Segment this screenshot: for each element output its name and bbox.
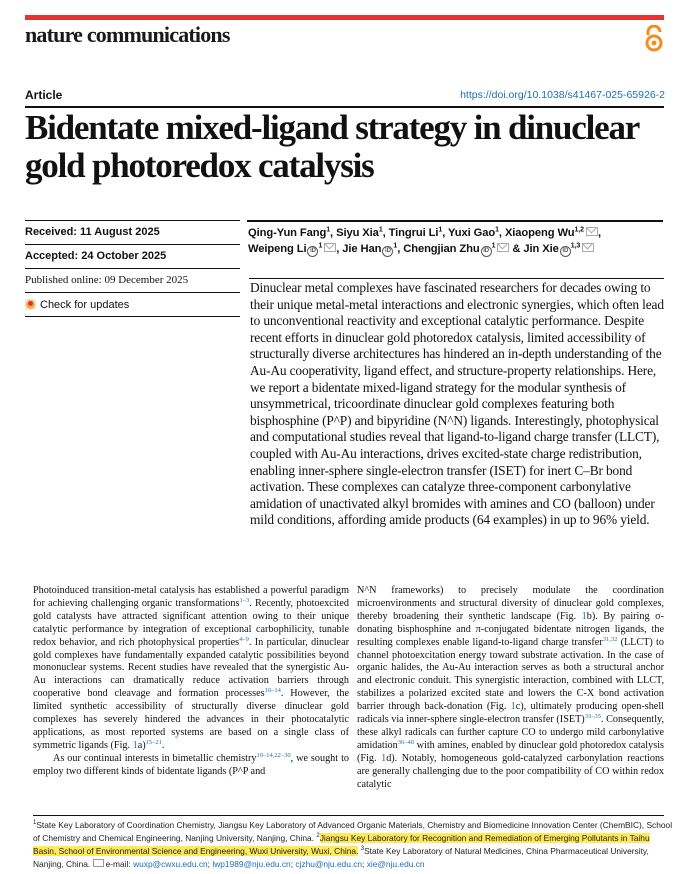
affiliation-number: 2 [316,833,320,840]
author-name[interactable]: Yuxi Gao [448,227,496,239]
body-text: Photoinduced transition-metal catalysis has established a powerful paradigm for achieving challenging organic transformations [33,585,349,609]
body-text: . However, the limited synthetic accessibility of structurally diverse dinuclear gold complexes has severely hindered the advances in their photocatalytic applications, as most reported systems are based on a single class of symmetric ligands (Fig. [33,688,349,751]
reference-link[interactable]: 15–21 [145,738,162,746]
published-date: Published online: 09 December 2025 [25,268,240,292]
abstract-rule [249,278,664,279]
reference-link[interactable]: 31,32 [602,635,618,643]
body-text: (LLCT) to channel photoexcitation energy toward substrate activation. In the case of organic halides, the Au-Au interaction serves as both a structural anchor and electronic conduit. This synergistic interaction, combined with LLCT, stabilizes a polarized excited state and lowers the C-X bond activation barrier through back-donation (Fig. [357,636,664,713]
affiliation-number: 3 [360,846,365,853]
author-name[interactable]: Qing-Yun Fang [248,227,327,239]
author-affiliation: 1 [393,242,398,250]
reference-link[interactable]: 10–14 [264,687,281,695]
affiliation-1: State Key Laboratory of Coordination Chemistry, Jiangsu Key Laboratory of Advanced Organic Materials, Chemistry and Biomedicine Innovation Center (ChemBIC), School of Chemistry and Chemical Engineering, Nanjing University, Nanjing, China. [33,820,673,843]
body-text: As our continual interests in bimetallic chemistry [53,752,257,764]
authors-rule [247,220,663,222]
article-type: Article [25,88,63,102]
body-text: , we sought to employ two different kinds of bidentate ligands (P^P and [33,752,349,777]
email-link[interactable]: cjzhu@nju.edu.cn [295,859,363,869]
body-text: c), ultimately producing open-shell radicals via inner-sphere single-electron transfer (ISET) [357,701,664,726]
orcid-icon[interactable]: iD [560,246,571,257]
orcid-icon[interactable]: iD [481,246,492,257]
body-text: a) [137,739,146,751]
publication-dates [25,220,240,317]
author-name[interactable]: Chengjian Zhu [403,243,480,255]
author-affiliation: 1 [438,226,443,234]
email-icon[interactable] [497,243,509,252]
reference-link[interactable]: 36–40 [397,738,414,746]
author-affiliation: 1 [326,226,331,234]
email-icon[interactable] [586,227,598,236]
body-column-left [33,585,349,779]
reference-link[interactable]: 4–9 [239,635,249,643]
received-date: Received: 11 August 2025 [25,220,240,244]
journal-accent-bar [25,15,664,20]
email-link[interactable]: xie@nju.edu.cn [366,859,425,869]
email-icon[interactable] [582,243,594,252]
author-affiliation: 1,3 [570,242,581,250]
figure-link[interactable]: 1 [510,701,516,713]
reference-link[interactable]: 10–14,22–30 [256,751,291,759]
check-for-updates-icon [25,299,36,310]
email-list: wuxp@cwxu.edu.cn; lwp1989@nju.edu.cn; cjzhu@nju.edu.cn; xie@nju.edu.cn [133,859,425,869]
body-paragraph [33,753,349,779]
author-name[interactable]: Siyu Xia [336,227,379,239]
body-paragraph [357,585,664,792]
affiliation-2-highlighted: Jiangsu Key Laboratory for Recognition and Remediation of Emerging Pollutants in Taihu Basin, School of Environmental Science and Engineering, Wuxi University, Wuxi, China. [33,833,650,856]
affiliation-number: 1 [33,820,37,827]
figure-link[interactable]: 1 [132,739,138,751]
body-text: with amines, enabled by dinuclear gold photoredox catalysis (Fig. [357,739,664,764]
author-affiliation: 1 [318,242,323,250]
body-text: . Recently, photoexcited gold catalysts have attracted significant attention owing to their unique catalytic performance by integration of exceptional carbophilicity, tunable redox behavior, and rich photophysical properties [33,597,350,648]
orcid-icon[interactable]: iD [382,246,393,257]
check-for-updates-label: Check for updates [40,298,130,311]
footnote-rule [33,815,664,816]
body-text: N^N frameworks) to precisely modulate the coordination microenvironments and structural diversity of dinuclear gold complexes, thereby broadening their synthetic landscape (Fig. [357,585,664,622]
journal-name: nature communications [25,22,230,47]
orcid-icon[interactable]: iD [307,246,318,257]
email-link[interactable]: wuxp@cwxu.edu.cn [133,859,208,869]
author-list: Qing-Yun Fang$^1$, Siyu Xia$^1$, Tingrui Li$^1$, Yuxi Gao$^1$, Xiaopeng Wu$^{1,2}$ , Weipeng Li $iD^1$ , Jie Han $iD^1$, Chengjian Zhu $iD^1$ & Jin Xie iD$^{1,3}$ [248,226,601,255]
author-affiliation: 1 [491,242,496,250]
body-text: . [161,739,165,751]
author-name[interactable]: Tingrui Li [388,227,439,239]
author-affiliation: 1 [495,226,499,234]
author-affiliation: 1 [378,226,383,234]
figure-link[interactable]: 1 [381,752,387,764]
body-paragraph [33,585,349,753]
affiliation-3: State Key Laboratory of Natural Medicines, China Pharmaceutical University, Nanjing, China. [33,846,649,869]
email-icon[interactable] [324,243,336,252]
reference-link[interactable]: 1–3 [239,596,250,604]
open-access-lock-icon [643,25,665,53]
email-link[interactable]: lwp1989@nju.edu.cn [212,859,291,869]
doi-link[interactable]: https://doi.org/10.1038/s41467-025-65926-2 [460,89,665,101]
author-name[interactable]: Xiaopeng Wu [504,227,575,239]
author-name[interactable]: Jin Xie [523,243,559,255]
body-text: . Consequently, these alkyl radicals can further capture CO to undergo mild carbonylative amidation [357,714,664,751]
affiliations-footnote [33,819,673,871]
body-text: b). By pairing σ-donating bisphosphine and π-conjugated bidentate nitrogen ligands, the resulting complexes enable ligand-to-ligand charge transfer [357,610,664,648]
body-column-right [357,585,664,792]
author-name[interactable]: Jie Han [342,243,382,255]
author-name[interactable]: Weipeng Li [248,243,307,255]
body-text: . In particular, dinuclear gold complexes have fundamentally expanded catalytic possibilities beyond mononuclear systems. Recent studies have revealed that the synergistic Au-Au interactions can dramatically reduce activation barriers through cooperative bond cleavage and formation processes [33,636,349,700]
body-text: d). Notably, homogeneous gold-catalyzed carbonylation reactions are generally challenging due to the poor compatibility of CO within redox catalytic [357,752,665,790]
author-affiliation: 1,2 [574,226,584,234]
accepted-date: Accepted: 24 October 2025 [25,244,240,268]
abstract: Dinuclear metal complexes have fascinated researchers for decades owing to their unique metal-metal interactions and electronic synergies, which often lead to unconventional reactivity and exceptional catalytic performance. Despite recent efforts in dinuclear gold photoredox catalysis, limited accessibility of structurally diverse architectures has hindered an in-depth understanding of the Au-Au cooperativity, ligand effect, and structure-property relationships. Here, we report a bidentate mixed-ligand strategy for the modular synthesis of unsymmetrical, tricoordinate dinuclear gold complexes featuring both bisphosphine (P^P) and bipyridine (N^N) ligands. Interestingly, photophysical and computational studies reveal that ligand-to-ligand charge transfer (LLCT), coupled with Au-Au interactions, drives excited-state charge redistribution, enabling inner-sphere single-electron transfer (ISET) for inert C–Br bond activation. These complexes can catalyze three-component carbonylative amidation of unactivated alkyl bromides with amines and CO (balloon) under mild conditions, affording amide products (64 examples) in up to 96% yield. [250,280,664,528]
email-icon [93,859,104,867]
reference-link[interactable]: 33–35 [584,713,601,721]
email-label: e-mail: [105,859,134,869]
figure-link[interactable]: 1 [581,610,587,622]
article-title: Bidentate mixed-ligand strategy in dinuclear gold photoredox catalysis [25,108,639,185]
check-for-updates-button[interactable] [25,292,240,317]
